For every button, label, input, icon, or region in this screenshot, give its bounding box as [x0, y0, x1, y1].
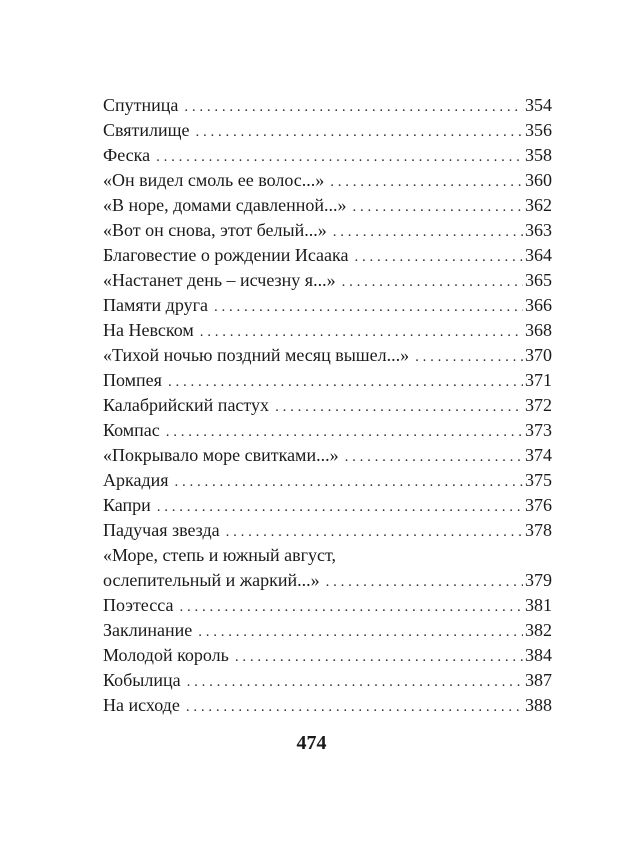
toc-entry	[103, 293, 552, 318]
dot-leader	[415, 345, 523, 370]
toc-entry	[103, 468, 552, 493]
dot-leader	[355, 245, 524, 270]
toc-entry-page: 364	[525, 245, 552, 265]
dot-leader	[214, 295, 523, 320]
toc-entry-title: Падучая звезда	[103, 520, 220, 540]
dot-leader	[326, 570, 523, 595]
toc-entry-title: «Настанет день – исчезну я...»	[103, 270, 336, 290]
toc-entry-page: 368	[525, 320, 552, 340]
toc-entry-title: Памяти друга	[103, 295, 208, 315]
toc-entry	[103, 618, 552, 643]
dot-leader	[226, 520, 523, 545]
toc-entry	[103, 318, 552, 343]
dot-leader	[198, 620, 523, 645]
toc-entry-title: «В норе, домами сдавленной...»	[103, 195, 347, 215]
toc-entry-page: 382	[525, 620, 552, 640]
toc-entry-title-line2: ослепительный и жаркий...»	[103, 570, 320, 590]
toc-entry-title: Кобылица	[103, 670, 181, 690]
toc-entry	[103, 218, 552, 243]
toc-entry-page: 378	[525, 520, 552, 540]
dot-leader	[156, 145, 523, 170]
toc-entry	[103, 643, 552, 668]
toc-entry-title: Капри	[103, 495, 151, 515]
toc-entry	[103, 368, 552, 393]
toc-entry-page: 363	[525, 220, 552, 240]
toc-entry-title: На исходе	[103, 695, 180, 715]
toc-entry-title: Компас	[103, 420, 160, 440]
dot-leader	[196, 120, 523, 145]
toc-entry	[103, 693, 552, 718]
toc-entry-page: 379	[525, 570, 552, 590]
toc-entry-title: Спутница	[103, 95, 179, 115]
toc-entry-title: Заклинание	[103, 620, 193, 640]
dot-leader	[275, 395, 523, 420]
toc-entry	[103, 93, 552, 118]
toc-entry-page: 371	[525, 370, 552, 390]
toc-entry-page: 362	[525, 195, 552, 215]
toc-entry-page: 375	[525, 470, 552, 490]
toc-entry	[103, 518, 552, 543]
toc-entry-title: На Невском	[103, 320, 194, 340]
toc-entry-title: Аркадия	[103, 470, 169, 490]
dot-leader	[175, 470, 523, 495]
toc-entry-page: 373	[525, 420, 552, 440]
toc-entry-page: 376	[525, 495, 552, 515]
toc-entry	[103, 268, 552, 293]
toc-entry-page: 372	[525, 395, 552, 415]
dot-leader	[179, 595, 523, 620]
toc-entry-page: 365	[525, 270, 552, 290]
toc-entry-page: 374	[525, 445, 552, 465]
toc-entry-page: 370	[525, 345, 552, 365]
toc-entry-title: Феска	[103, 145, 151, 165]
dot-leader	[235, 645, 523, 670]
toc-entry	[103, 443, 552, 468]
toc-entry	[103, 593, 552, 618]
toc-entry-title: «Вот он снова, этот белый...»	[103, 220, 327, 240]
toc-entry-title: Помпея	[103, 370, 162, 390]
table-of-contents	[103, 93, 552, 718]
toc-entry-title: Молодой король	[103, 645, 229, 665]
toc-entry-page: 356	[525, 120, 552, 140]
toc-entry-page: 384	[525, 645, 552, 665]
dot-leader	[166, 420, 523, 445]
toc-entry-title: Благовестие о рождении Исаака	[103, 245, 349, 265]
toc-entry	[103, 118, 552, 143]
toc-entry	[103, 493, 552, 518]
dot-leader	[184, 95, 523, 120]
toc-entry	[103, 343, 552, 368]
dot-leader	[330, 170, 523, 195]
toc-entry	[103, 543, 552, 593]
toc-entry-title-line1: «Море, степь и южный август,	[103, 545, 337, 565]
toc-entry-page: 366	[525, 295, 552, 315]
toc-entry-title: Поэтесса	[103, 595, 174, 615]
toc-entry-page: 360	[525, 170, 552, 190]
toc-entry	[103, 418, 552, 443]
toc-entry-page: 387	[525, 670, 552, 690]
dot-leader	[200, 320, 523, 345]
dot-leader	[345, 445, 523, 470]
toc-entry-title: «Он видел смоль ее волос...»	[103, 170, 325, 190]
toc-entry-title: Калабрийский пастух	[103, 395, 270, 415]
dot-leader	[157, 495, 523, 520]
toc-entry-page: 381	[525, 595, 552, 615]
toc-entry	[103, 393, 552, 418]
toc-entry	[103, 668, 552, 693]
toc-entry	[103, 243, 552, 268]
toc-entry-title: «Тихой ночью поздний месяц вышел...»	[103, 345, 410, 365]
page-number: 474	[296, 732, 327, 754]
dot-leader	[353, 195, 524, 220]
dot-leader	[168, 370, 523, 395]
toc-entry	[103, 143, 552, 168]
dot-leader	[333, 220, 523, 245]
toc-entry-page: 358	[525, 145, 552, 165]
dot-leader	[186, 695, 523, 720]
dot-leader	[187, 670, 523, 695]
toc-entry	[103, 168, 552, 193]
toc-entry-title: Святилище	[103, 120, 190, 140]
toc-entry-page: 388	[525, 695, 552, 715]
toc-entry-page: 354	[525, 95, 552, 115]
dot-leader	[342, 270, 523, 295]
toc-entry-title: «Покрывало море свитками...»	[103, 445, 339, 465]
toc-entry	[103, 193, 552, 218]
